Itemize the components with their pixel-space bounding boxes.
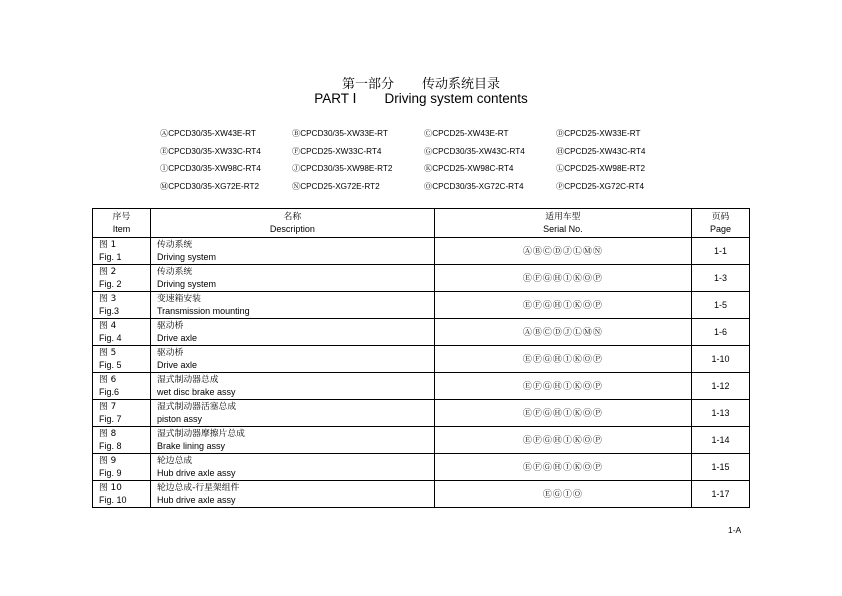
serial-cell: ⒺⒻⒼⒽⒾⓀⓄⓅ (434, 427, 691, 454)
header-page-cn: 页码 (711, 212, 730, 222)
serial-cell: ⒶⒷⒸⒹⒿⓁⓂⓃ (434, 238, 691, 265)
item-cell (93, 346, 151, 373)
table-row (93, 481, 750, 508)
item-cell (93, 427, 151, 454)
model-code: ⓁCPCD25-XW98E-RT2 (556, 164, 646, 174)
model-code: ⒸCPCD25-XW43E-RT (424, 129, 509, 139)
model-code: ⒺCPCD30/35-XW33C-RT4 (160, 146, 261, 156)
description-en: Drive axle (156, 360, 197, 370)
description-en: Driving system (156, 279, 216, 289)
item-cn: 图 6 (99, 375, 117, 385)
model-legend-row (160, 143, 700, 161)
page-cell: 1-15 (692, 454, 750, 481)
description-cell (150, 427, 434, 454)
table-row (93, 346, 750, 373)
model-code: ⒹCPCD25-XW33E-RT (556, 129, 641, 139)
description-cn: 湿式制动器活塞总成 (156, 402, 237, 412)
header-serial (434, 209, 691, 238)
table-row (93, 373, 750, 400)
header-desc-en: Description (269, 224, 315, 234)
model-code: ⒷCPCD30/35-XW33E-RT (292, 129, 388, 139)
serial-cell: ⒺⒻⒼⒽⒾⓀⓄⓅ (434, 346, 691, 373)
description-cn: 轮边总成-行星架组件 (156, 483, 240, 493)
item-en: Fig. 1 (99, 252, 122, 262)
title-text-cn: 传动系统目录 (422, 77, 501, 92)
model-code: ⒽCPCD25-XW43C-RT4 (556, 146, 646, 156)
description-cn: 轮边总成 (156, 456, 193, 466)
model-code: ⒼCPCD30/35-XW43C-RT4 (424, 146, 525, 156)
model-legend (160, 125, 700, 195)
description-cell (150, 238, 434, 265)
description-en: Transmission mounting (156, 306, 250, 316)
serial-cell: ⒺⒻⒼⒽⒾⓀⓄⓅ (434, 265, 691, 292)
item-cell (93, 265, 151, 292)
description-en: Brake lining assy (156, 441, 226, 451)
description-cell (150, 319, 434, 346)
item-cn: 图 4 (99, 321, 117, 331)
page-cell: 1-5 (692, 292, 750, 319)
description-cn: 驱动桥 (156, 321, 184, 331)
description-cell (150, 373, 434, 400)
part-label-en: PART Ⅰ (314, 91, 357, 106)
item-en: Fig. 9 (99, 468, 122, 478)
table-row (93, 265, 750, 292)
contents-table (92, 208, 750, 508)
header-page (692, 209, 750, 238)
description-en: piston assy (156, 414, 202, 424)
description-en: Hub drive axle assy (156, 468, 236, 478)
description-en: Driving system (156, 252, 216, 262)
item-cn: 图 10 (99, 483, 122, 493)
header-item-en: Item (112, 224, 131, 234)
table-row (93, 319, 750, 346)
item-cn: 图 9 (99, 456, 117, 466)
model-code: ⓅCPCD25-XG72C-RT4 (556, 181, 645, 191)
description-cell (150, 454, 434, 481)
item-cn: 图 2 (99, 267, 117, 277)
table-row (93, 238, 750, 265)
item-cell (93, 454, 151, 481)
table-row (93, 454, 750, 481)
item-cell (93, 481, 151, 508)
header-desc-cn: 名称 (283, 212, 302, 222)
table-row (93, 427, 750, 454)
item-en: Fig. 2 (99, 279, 122, 289)
title-text-en: Driving system contents (384, 91, 528, 106)
item-cn: 图 3 (99, 294, 117, 304)
item-cn: 图 1 (99, 240, 117, 250)
model-code: ⓄCPCD30/35-XG72C-RT4 (424, 181, 524, 191)
page-cell: 1-13 (692, 400, 750, 427)
table-header-row (93, 209, 750, 238)
item-en: Fig. 4 (99, 333, 122, 343)
item-cn: 图 7 (99, 402, 117, 412)
page-title-chinese (0, 73, 842, 92)
header-description (150, 209, 434, 238)
item-cn: 图 8 (99, 429, 117, 439)
model-code: ⒻCPCD25-XW33C-RT4 (292, 146, 382, 156)
header-item-cn: 序号 (112, 212, 131, 222)
model-legend-row (160, 178, 700, 196)
description-en: Hub drive axle assy (156, 495, 236, 505)
page-cell: 1-12 (692, 373, 750, 400)
model-legend-row (160, 125, 700, 143)
description-cn: 传动系统 (156, 267, 193, 277)
table-row (93, 400, 750, 427)
model-code: ⓀCPCD25-XW98C-RT4 (424, 164, 514, 174)
model-code: ⒶCPCD30/35-XW43E-RT (160, 129, 256, 139)
serial-cell: ⒺⒼⒾⓄ (434, 481, 691, 508)
model-code: ⓂCPCD30/35-XG72E-RT2 (160, 181, 260, 191)
description-cn: 湿式制动器摩擦片总成 (156, 429, 245, 439)
item-en: Fig. 8 (99, 441, 122, 451)
page-number: 1-A (728, 525, 742, 535)
item-cn: 图 5 (99, 348, 117, 358)
page-cell: 1-3 (692, 265, 750, 292)
header-serial-en: Serial No. (543, 224, 583, 234)
page-cell: 1-14 (692, 427, 750, 454)
serial-cell: ⒺⒻⒼⒽⒾⓀⓄⓅ (434, 400, 691, 427)
item-en: Fig. 10 (99, 495, 127, 505)
description-cell (150, 481, 434, 508)
description-cn: 传动系统 (156, 240, 193, 250)
item-cell (93, 373, 151, 400)
serial-cell: ⒺⒻⒼⒽⒾⓀⓄⓅ (434, 292, 691, 319)
description-cn: 变速箱安装 (156, 294, 201, 304)
description-cn: 湿式制动器总成 (156, 375, 219, 385)
part-label-cn: 第一部分 (341, 77, 394, 92)
serial-cell: ⒺⒻⒼⒽⒾⓀⓄⓅ (434, 454, 691, 481)
item-cell (93, 292, 151, 319)
description-cell (150, 265, 434, 292)
item-en: Fig.6 (99, 387, 120, 397)
description-cell (150, 400, 434, 427)
item-cell (93, 238, 151, 265)
description-cell (150, 292, 434, 319)
model-code: ⓃCPCD25-XG72E-RT2 (292, 181, 380, 191)
item-cell (93, 400, 151, 427)
item-cell (93, 319, 151, 346)
serial-cell: ⒶⒷⒸⒹⒿⓁⓂⓃ (434, 319, 691, 346)
description-cn: 驱动桥 (156, 348, 184, 358)
description-cell (150, 346, 434, 373)
description-en: Drive axle (156, 333, 197, 343)
page-cell: 1-17 (692, 481, 750, 508)
model-code: ⒿCPCD30/35-XW98E-RT2 (292, 164, 393, 174)
header-serial-cn: 适用车型 (545, 212, 581, 222)
table-row (93, 292, 750, 319)
description-en: wet disc brake assy (156, 387, 236, 397)
page-cell: 1-10 (692, 346, 750, 373)
model-code: ⒾCPCD30/35-XW98C-RT4 (160, 164, 261, 174)
page-cell: 1-6 (692, 319, 750, 346)
page-cell: 1-1 (692, 238, 750, 265)
item-en: Fig. 7 (99, 414, 122, 424)
serial-cell: ⒺⒻⒼⒽⒾⓀⓄⓅ (434, 373, 691, 400)
item-en: Fig. 5 (99, 360, 122, 370)
header-page-en: Page (709, 224, 732, 234)
item-en: Fig.3 (99, 306, 120, 316)
header-item (93, 209, 151, 238)
page-title-english (0, 91, 842, 107)
model-legend-row (160, 160, 700, 178)
